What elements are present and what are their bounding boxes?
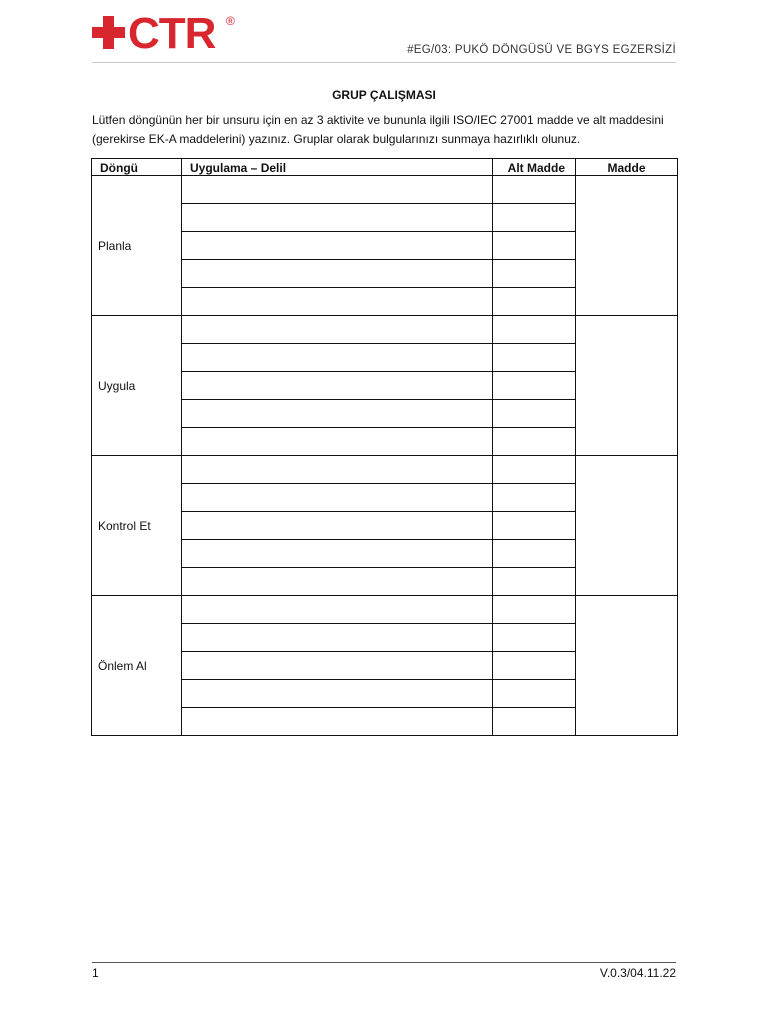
application-cell[interactable] [182,344,493,372]
sub-clause-cell[interactable] [493,372,576,400]
application-cell[interactable] [182,512,493,540]
application-cell[interactable] [182,652,493,680]
application-cell[interactable] [182,484,493,512]
phase-cell: Kontrol Et [92,456,182,596]
clause-cell[interactable] [576,176,678,316]
application-cell[interactable] [182,540,493,568]
sub-clause-cell[interactable] [493,288,576,316]
clause-cell[interactable] [576,596,678,736]
sub-clause-cell[interactable] [493,512,576,540]
sub-clause-cell[interactable] [493,428,576,456]
clause-cell[interactable] [576,316,678,456]
sub-clause-cell[interactable] [493,176,576,204]
sub-clause-cell[interactable] [493,708,576,736]
header-cycle: Döngü [92,159,182,176]
instructions-text: Lütfen döngünün her bir unsuru için en az 3 aktivite ve bununla ilgili ISO/IEC 27001 madde ve alt maddesini (gerekirse EK-A maddelerini) yazınız. Gruplar olarak bulgularınızı sunmaya hazırlıklı olunuz. [92,113,664,146]
footer-divider [92,962,676,963]
application-cell[interactable] [182,456,493,484]
phase-cell: Planla [92,176,182,316]
application-cell[interactable] [182,232,493,260]
table-row [92,596,678,624]
logo-cross-square-right [114,27,125,38]
logo-wordmark: CTR [128,9,216,58]
table-body [92,176,678,736]
application-cell[interactable] [182,624,493,652]
application-cell[interactable] [182,260,493,288]
sub-clause-cell[interactable] [493,232,576,260]
sub-clause-cell[interactable] [493,456,576,484]
header-clause: Madde [576,159,678,176]
application-cell[interactable] [182,372,493,400]
logo-cross-square-left [92,27,103,38]
application-cell[interactable] [182,708,493,736]
sub-clause-cell[interactable] [493,344,576,372]
application-cell[interactable] [182,176,493,204]
application-cell[interactable] [182,680,493,708]
header-divider [92,62,676,63]
logo-cross-square-center [103,27,114,38]
phase-cell: Uygula [92,316,182,456]
document-code: #EG/03: PUKÖ DÖNGÜSÜ VE BGYS EGZERSİZİ [407,44,676,56]
table-row [92,456,678,484]
sub-clause-cell[interactable] [493,484,576,512]
page-title: GRUP ÇALIŞMASI [332,88,436,102]
version-label: V.0.3/04.11.22 [599,966,676,980]
sub-clause-cell[interactable] [493,540,576,568]
header-application: Uygulama – Delil [182,159,493,176]
logo-cross-square-bottom [103,38,114,49]
table-header-row [92,159,678,176]
application-cell[interactable] [182,288,493,316]
logo-registered-mark: ® [226,14,235,28]
page-number: 1 [92,966,99,980]
sub-clause-cell[interactable] [493,680,576,708]
exercise-table [91,158,678,736]
application-cell[interactable] [182,400,493,428]
application-cell[interactable] [182,568,493,596]
sub-clause-cell[interactable] [493,260,576,288]
ctr-logo [92,9,242,60]
table-row [92,176,678,204]
application-cell[interactable] [182,596,493,624]
sub-clause-cell[interactable] [493,624,576,652]
table-row [92,316,678,344]
application-cell[interactable] [182,316,493,344]
sub-clause-cell[interactable] [493,596,576,624]
clause-cell[interactable] [576,456,678,596]
sub-clause-cell[interactable] [493,568,576,596]
header-sub-clause: Alt Madde [493,159,576,176]
phase-cell: Önlem Al [92,596,182,736]
sub-clause-cell[interactable] [493,400,576,428]
sub-clause-cell[interactable] [493,204,576,232]
application-cell[interactable] [182,204,493,232]
logo-cross-square-top [103,16,114,27]
application-cell[interactable] [182,428,493,456]
sub-clause-cell[interactable] [493,316,576,344]
sub-clause-cell[interactable] [493,652,576,680]
